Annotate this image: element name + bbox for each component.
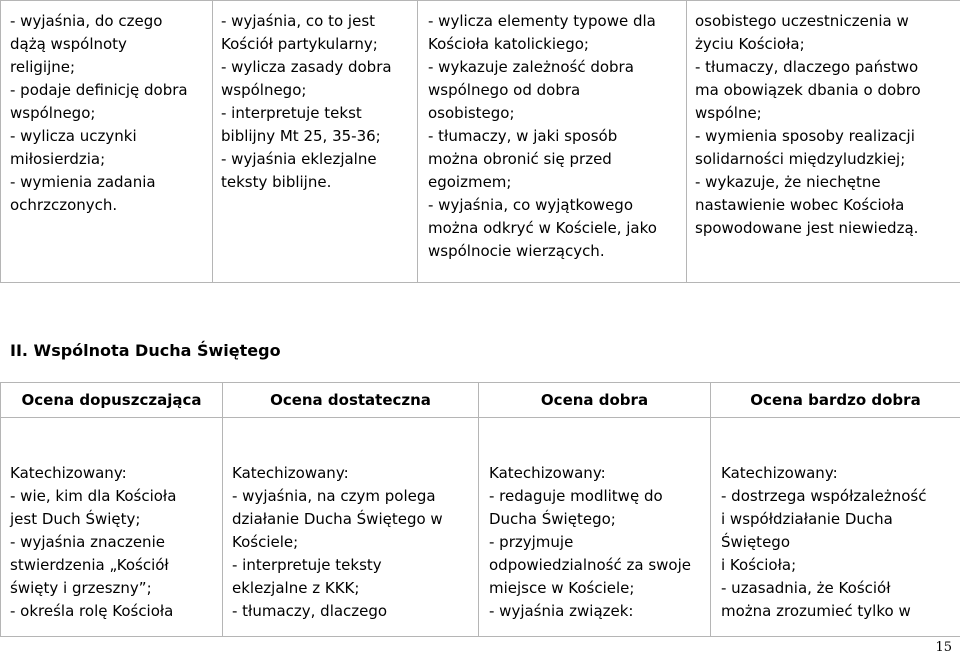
table-cell: [1, 1, 213, 283]
table-cell: [479, 418, 711, 637]
cell-text: Katechizowany: - dostrzega współzależność i współdziałanie Ducha Świętego i Kościoła; - uzasadnia, że Kościół można zrozumieć tylko w: [721, 464, 927, 620]
column-header: Ocena dostateczna: [223, 383, 479, 418]
page-number: 15: [935, 640, 952, 655]
cell-text: Katechizowany: - redaguje modlitwę do Ducha Świętego; - przyjmuje odpowiedzialność za swoje miejsce w Kościele; - wyjaśnia związek:: [489, 464, 691, 620]
requirements-table: [0, 382, 960, 637]
column-header: Ocena bardzo dobra: [711, 383, 960, 418]
column-header: Ocena dobra: [479, 383, 711, 418]
column-header: Ocena dopuszczająca: [1, 383, 223, 418]
table-cell: [213, 1, 418, 283]
table-cell: [711, 418, 960, 637]
cell-text: - wyjaśnia, co to jest Kościół partykularny; - wylicza zasady dobra wspólnego; - interpretuje tekst biblijny Mt 25, 35-36; - wyjaśnia eklezjalne teksty biblijne.: [221, 12, 392, 191]
cell-text: Katechizowany: - wyjaśnia, na czym polega działanie Ducha Świętego w Kościele; - interpretuje teksty eklezjalne z KKK; - tłumaczy, dlaczego: [232, 464, 443, 620]
cell-text: Katechizowany: - wie, kim dla Kościoła jest Duch Święty; - wyjaśnia znaczenie stwierdzenia „Kościół święty i grzeszny”; - określa rolę Kościoła: [10, 464, 177, 620]
requirements-table-continued: [0, 0, 960, 283]
table-cell: [1, 418, 223, 637]
cell-text: - wylicza elementy typowe dla Kościoła katolickiego; - wykazuje zależność dobra wspólnego od dobra osobistego; - tłumaczy, w jaki sposób można obronić się przed egoizmem; - wyjaśnia, co wyjątkowego można odkryć w Kościele, jako wspólnocie wierzących.: [428, 12, 657, 260]
cell-text: osobistego uczestniczenia w życiu Kościoła; - tłumaczy, dlaczego państwo ma obowiązek dbania o dobro wspólne; - wymienia sposoby realizacji solidarności międzyludzkiej; - wykazuje, że niechętne nastawienie wobec Kościoła spowodowane jest niewiedzą.: [695, 12, 921, 237]
table-row: [1, 1, 960, 283]
table-cell: [418, 1, 687, 283]
table-header-row: [1, 383, 960, 418]
table-row: [1, 418, 960, 637]
table-cell: [687, 1, 960, 283]
table-cell: [223, 418, 479, 637]
cell-text: - wyjaśnia, do czego dążą wspólnoty religijne; - podaje definicję dobra wspólnego; - wylicza uczynki miłosierdzia; - wymienia zadania ochrzczonych.: [10, 12, 188, 214]
section-heading: II. Wspólnota Ducha Świętego: [10, 341, 281, 360]
